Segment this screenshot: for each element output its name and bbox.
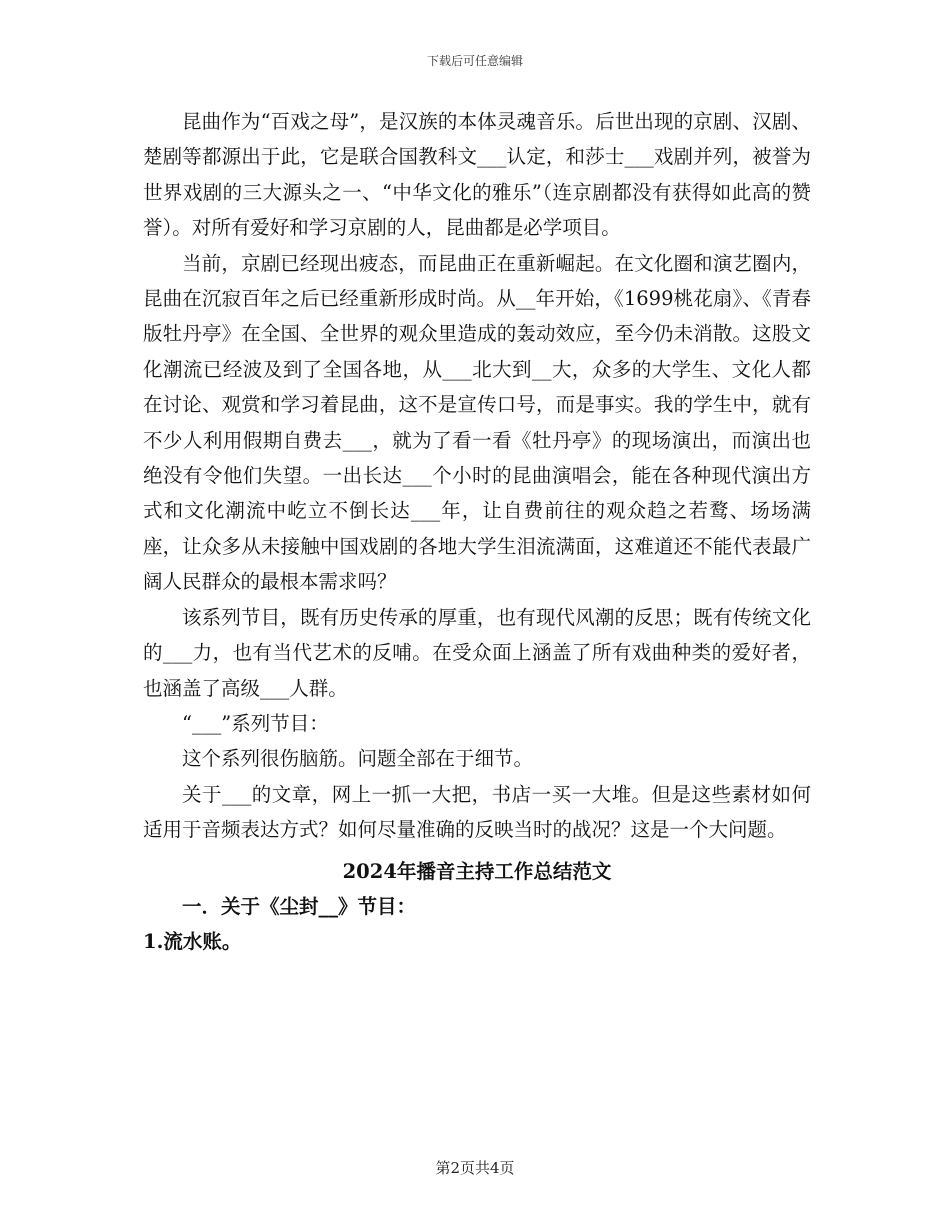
subsection-heading: 1.流水账。 — [143, 930, 242, 954]
paragraph-3: 该系列节目，既有历史传承的厚重，也有现代风潮的反思；既有传统文化的___力，也有当代艺术的反哺。在受众面上涵盖了所有戏曲种类的爱好者，也涵盖了高级___人群。 — [143, 605, 811, 700]
section-heading: 一．关于《尘封__》节目： — [182, 894, 417, 918]
paragraph-6: 关于___的文章，网上一抓一大把，书店一买一大堆。但是这些素材如何适用于音频表达方式？如何尽量准确的反映当时的战况？这是一个大问题。 — [143, 782, 811, 842]
paragraph-4: “___”系列节目： — [182, 711, 329, 735]
page-header: 下载后可任意编辑 — [426, 54, 523, 68]
page-footer: 第2页共4页 — [435, 1159, 515, 1177]
paragraph-5: 这个系列很伤脑筋。问题全部在于细节。 — [182, 747, 534, 771]
paragraph-1: 昆曲作为“百戏之母”，是汉族的本体灵魂音乐。后世出现的京剧、汉剧、楚剧等都源出于此，它是联合国教科文___认定，和莎士___戏剧并列，被誉为世界戏剧的三大源头之一、“中华文化的雅乐”（连京剧都没有获得如此高的赞誉）。对所有爱好和学习京剧的人，昆曲都是必学项目。 — [143, 110, 811, 240]
paragraph-2: 当前，京剧已经现出疲态，而昆曲正在重新崛起。在文化圈和演艺圈内，昆曲在沉寂百年之后已经重新形成时尚。从__年开始，《1699桃花扇》、《青春版牡丹亭》在全国、全世界的观众里造成的轰动效应，至今仍未消散。这股文化潮流已经波及到了全国各地，从___北大到__大，众多的大学生、文化人都在讨论、观赏和学习着昆曲，这不是宣传口号，而是事实。我的学生中，就有不少人利用假期自费去___，就为了看一看《牡丹亭》的现场演出，而演出也绝没有令他们失望。一出长达___个小时的昆曲演唱会，能在各种现代演出方式和文化潮流中屹立不倒长达___年，让自费前往的观众趋之若鹜、场场满座，让众多从未接触中国戏剧的各地大学生泪流满面，这难道还不能代表最广阔人民群众的最根本需求吗？ — [143, 251, 811, 594]
document-body — [143, 104, 811, 960]
document-title: 2024年播音主持工作总结范文 — [342, 859, 612, 883]
